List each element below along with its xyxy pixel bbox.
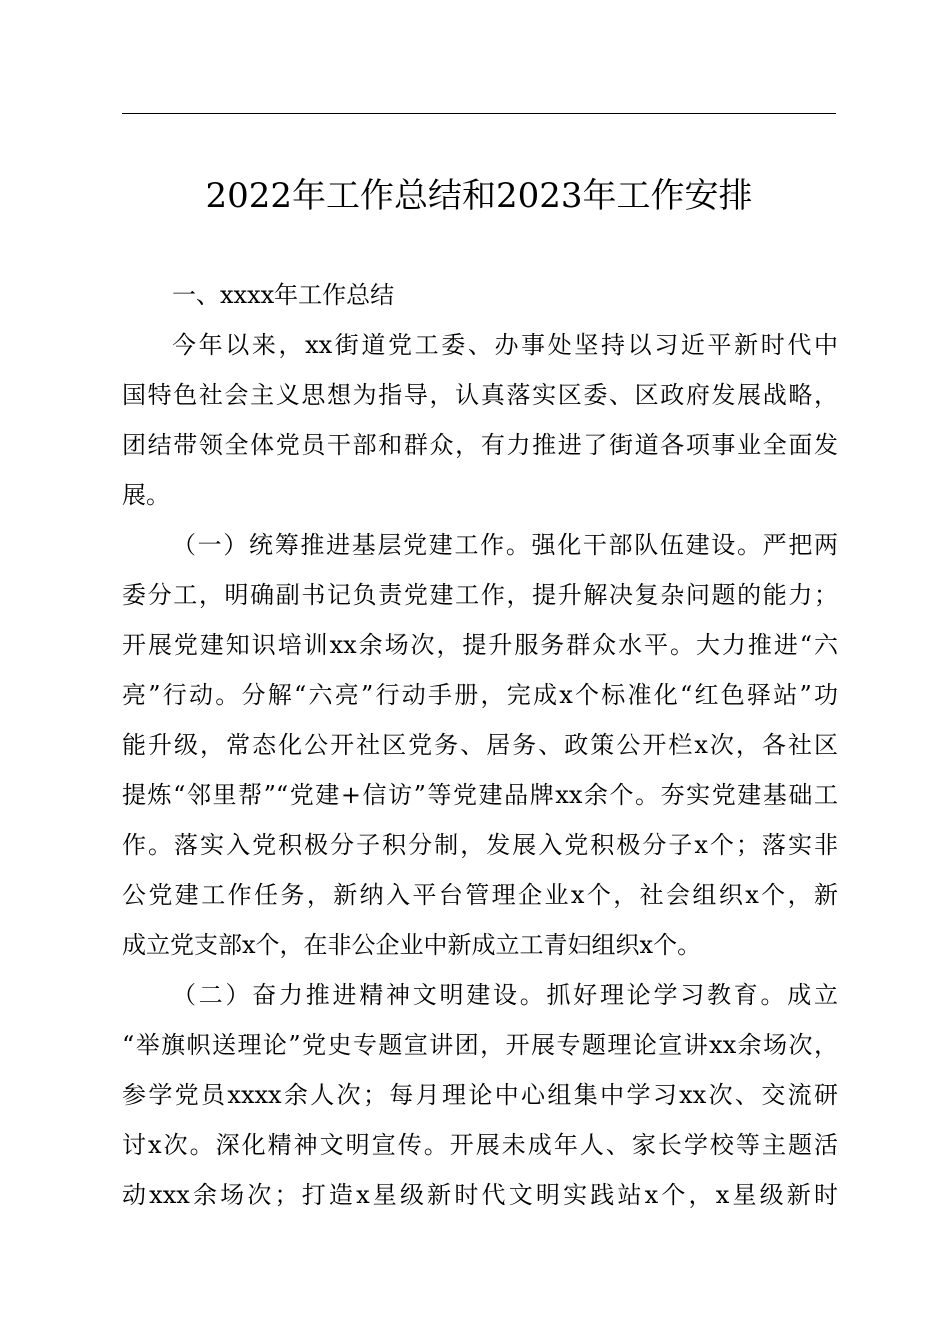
text-line: 讨x次。深化精神文明宣传。开展未成年人、家长学校等主题活 [122, 1131, 838, 1159]
text-line: 提炼“邻里帮”“党建+信访”等党建品牌xx余个。夯实党建基础工 [122, 781, 838, 809]
text-line: （一）统筹推进基层党建工作。强化干部队伍建设。严把两 [172, 531, 838, 559]
text-line: 国特色社会主义思想为指导，认真落实区委、区政府发展战略， [122, 381, 838, 409]
text-line: （二）奋力推进精神文明建设。抓好理论学习教育。成立 [172, 981, 838, 1009]
text-line: 亮”行动。分解“六亮”行动手册，完成x个标准化“红色驿站”功 [122, 681, 838, 709]
text-line: 展。 [122, 481, 170, 509]
text-line: 公党建工作任务，新纳入平台管理企业x个，社会组织x个，新 [122, 881, 838, 909]
text-line: 能升级，常态化公开社区党务、居务、政策公开栏x次，各社区 [122, 731, 838, 759]
text-line: “举旗帜送理论”党史专题宣讲团，开展专题理论宣讲xx余场次， [122, 1031, 838, 1059]
text-line: 今年以来，xx街道党工委、办事处坚持以习近平新时代中 [172, 331, 838, 359]
document-body [122, 270, 838, 1220]
text-line: 团结带领全体党员干部和群众，有力推进了街道各项事业全面发 [122, 431, 838, 459]
text-line: 一、xxxx年工作总结 [172, 281, 395, 309]
document-title: 2022年工作总结和2023年工作安排 [205, 176, 753, 216]
text-line: 参学党员xxxx余人次；每月理论中心组集中学习xx次、交流研 [122, 1081, 838, 1109]
header-divider [122, 113, 836, 114]
text-line: 作。落实入党积极分子积分制，发展入党积极分子x个；落实非 [122, 831, 838, 859]
text-line: 成立党支部x个，在非公企业中新成立工青妇组织x个。 [122, 931, 702, 959]
text-line: 委分工，明确副书记负责党建工作，提升解决复杂问题的能力； [122, 581, 838, 609]
text-line: 开展党建知识培训xx余场次，提升服务群众水平。大力推进“六 [122, 631, 838, 659]
text-line: 动xxx余场次；打造x星级新时代文明实践站x个，x星级新时 [122, 1181, 838, 1209]
